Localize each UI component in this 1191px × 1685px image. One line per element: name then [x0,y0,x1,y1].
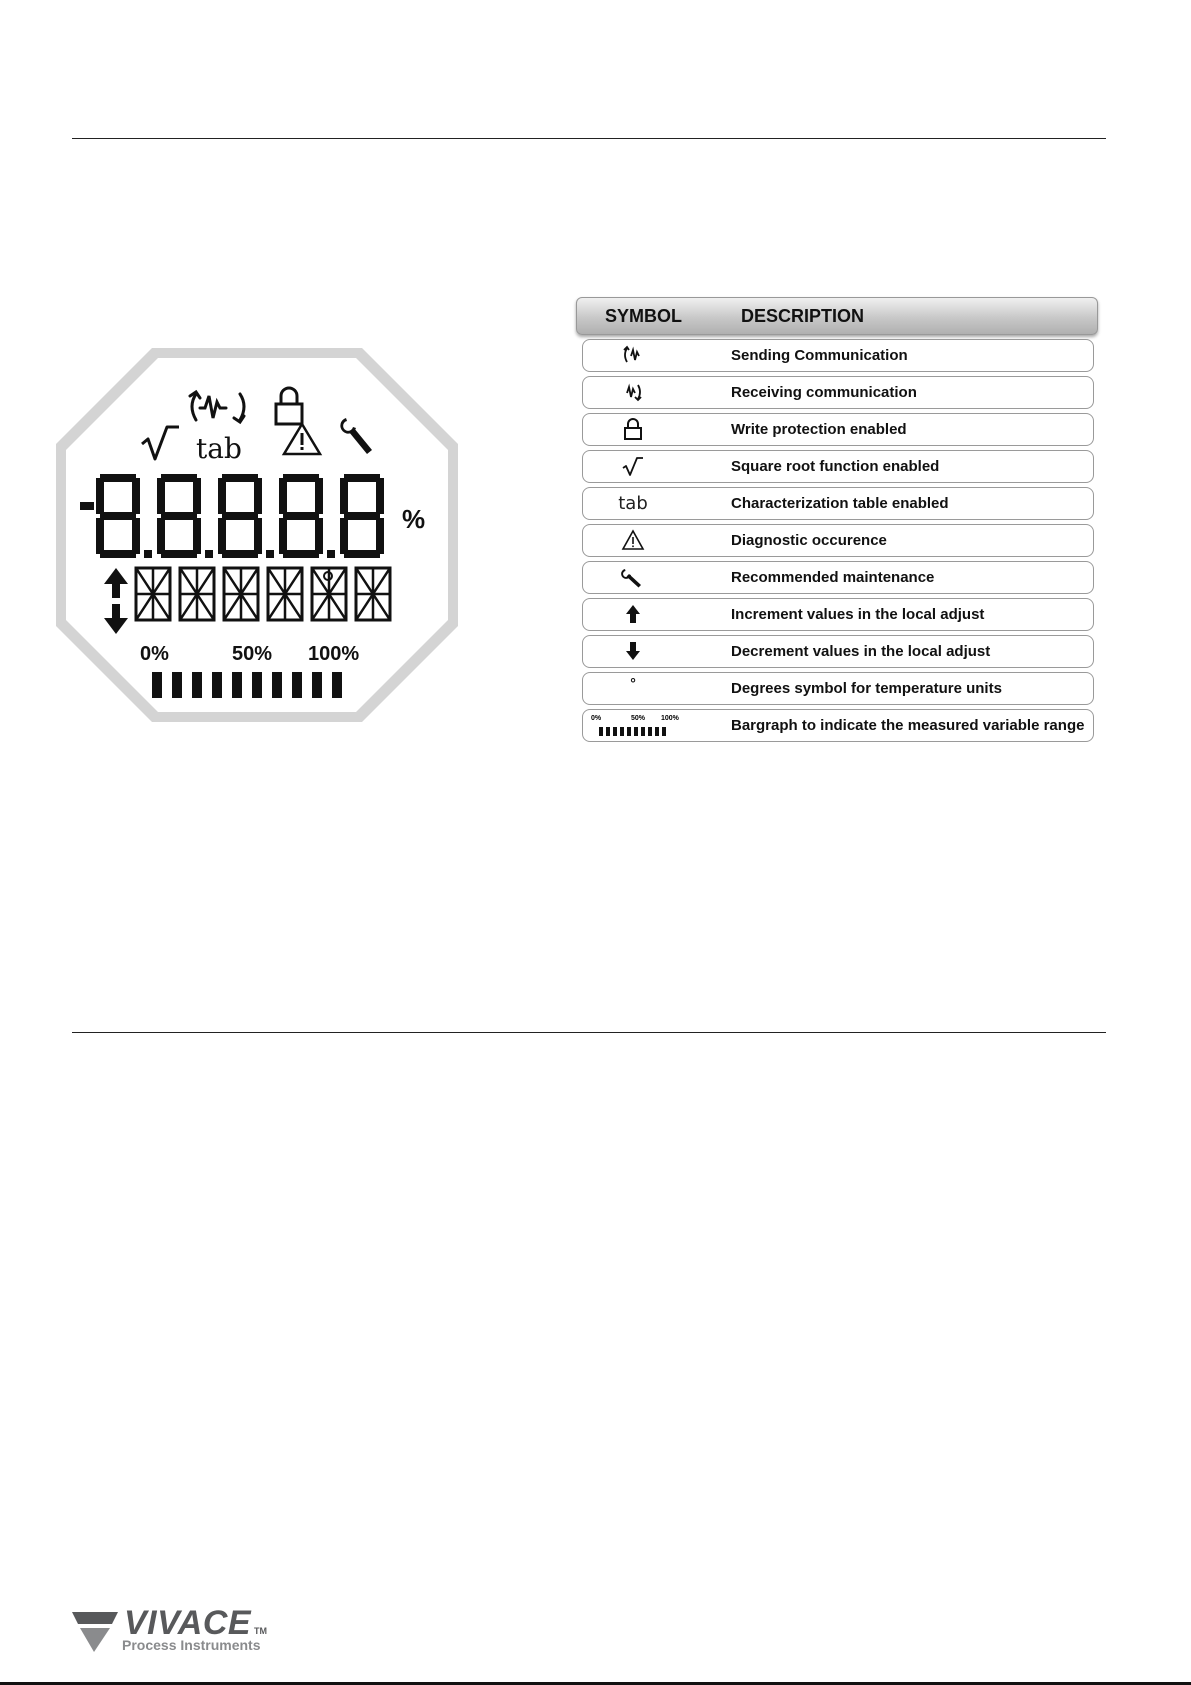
lcd-segment [344,474,380,482]
lcd-tab-label: tab [196,432,242,465]
lcd-segment [100,474,136,482]
row-description: Write protection enabled [731,421,907,438]
logo-tm: TM [254,1626,267,1636]
tab-symbol [599,488,667,518]
lcd-segment [100,550,136,558]
lcd-decimal-point [327,550,335,558]
arrow-up-icon [599,599,667,629]
lcd-segment [222,550,258,558]
mini-bar-segment [648,727,652,736]
lcd-alpha-character [312,568,346,620]
mini-bar-segment [606,727,610,736]
vivace-logo [72,1604,292,1654]
square-root-icon [599,451,667,481]
mini-bar-segment [627,727,631,736]
lcd-segment [344,550,380,558]
row-description: Decrement values in the local adjust [731,643,991,660]
row-description: Degrees symbol for temperature units [731,680,1002,697]
table-row [582,635,1094,668]
lcd-segment [161,474,197,482]
table-row [582,672,1094,705]
lcd-segment [279,518,287,554]
lcd-decimal-point [266,550,274,558]
lcd-bar-segment [252,672,262,698]
lcd-segment [283,512,319,520]
lcd-bar-segment [172,672,182,698]
lcd-bar-segment [272,672,282,698]
lcd-segment [96,478,104,514]
lcd-display [56,348,458,722]
lcd-segment [132,478,140,514]
lcd-segment [100,512,136,520]
lcd-segment [193,518,201,554]
lcd-alpha-character [356,568,390,620]
row-description: Receiving communication [731,384,917,401]
lcd-segment [157,518,165,554]
lcd-bar-segment [152,672,162,698]
table-row [582,450,1094,483]
lcd-bar-segment [312,672,322,698]
lcd-alpha-character [136,568,170,620]
lcd-segment [218,478,226,514]
table-row [582,561,1094,594]
lcd-decimal-point [144,550,152,558]
tab-text: tab [618,492,648,514]
lcd-segment [193,478,201,514]
mini-bar-segment [641,727,645,736]
mini-bar-segment [662,727,666,736]
sending-communication-icon [599,340,667,370]
lcd-segment [132,518,140,554]
lcd-segment [222,512,258,520]
mini-bar-label-100: 100% [661,715,679,722]
lcd-segment [254,518,262,554]
lock-icon [599,414,667,444]
warning-triangle-icon [599,525,667,555]
table-row [582,524,1094,557]
row-description: Increment values in the local adjust [731,606,985,623]
lcd-bar-segment [212,672,222,698]
mini-bar-segment [620,727,624,736]
lcd-segment [376,478,384,514]
lcd-segment [344,512,380,520]
receiving-communication-icon [599,377,667,407]
lcd-segment [96,518,104,554]
table-row [582,413,1094,446]
logo-name: VIVACE [124,1604,252,1642]
lcd-segment [161,550,197,558]
wrench-icon [599,562,667,592]
mini-bargraph [599,727,666,736]
row-description: Characterization table enabled [731,495,949,512]
mini-bar-label-0: 0% [591,715,602,722]
bargraph-icon [585,710,695,740]
lcd-bar-label-100: 100% [308,643,360,665]
lcd-segment [315,478,323,514]
table-header [576,297,1098,335]
lcd-bar-segment [332,672,342,698]
mini-bar-segment [655,727,659,736]
lcd-bar-segment [292,672,302,698]
mini-bar-segment [599,727,603,736]
mini-bar-segment [613,727,617,736]
row-description: Bargraph to indicate the measured variable range [731,717,1085,734]
symbol-table [576,297,1098,742]
lcd-segment [315,518,323,554]
lcd-segment [222,474,258,482]
row-description: Recommended maintenance [731,569,935,586]
lcd-segment [283,474,319,482]
lcd-alpha-character [268,568,302,620]
lcd-bar-segment [192,672,202,698]
lcd-segment [161,512,197,520]
table-row [582,376,1094,409]
lcd-bar-label-0: 0% [140,643,169,665]
top-rule [72,138,1106,139]
lcd-alpha-character [180,568,214,620]
row-description: Square root function enabled [731,458,940,475]
lcd-segment [340,518,348,554]
logo-mark-icon [72,1608,120,1652]
row-description: Diagnostic occurence [731,532,887,549]
lcd-segment [218,518,226,554]
degree-text: ° [630,675,636,691]
header-symbol: SYMBOL [605,306,683,326]
mini-bar-label-50: 50% [631,715,646,722]
table-row [582,339,1094,372]
header-description: DESCRIPTION [741,306,865,326]
logo-tagline: Process Instruments [122,1637,261,1653]
lcd-segment [340,478,348,514]
lcd-segment [279,478,287,514]
lcd-bar-label-50: 50% [232,643,273,665]
lcd-segment [157,478,165,514]
lcd-alpha-character [224,568,258,620]
row-description: Sending Communication [731,347,908,364]
lcd-bar-segment [232,672,242,698]
lcd-decimal-point [205,550,213,558]
table-row [582,709,1094,742]
lcd-segment [283,550,319,558]
lcd-segment [254,478,262,514]
table-row [582,487,1094,520]
degree-icon [599,673,667,703]
bottom-rule [72,1032,1106,1033]
mini-bar-segment [634,727,638,736]
table-row [582,598,1094,631]
arrow-down-icon [599,636,667,666]
lcd-percent-sign: % [402,504,426,534]
lcd-minus-segment [80,502,94,510]
lcd-segment [376,518,384,554]
